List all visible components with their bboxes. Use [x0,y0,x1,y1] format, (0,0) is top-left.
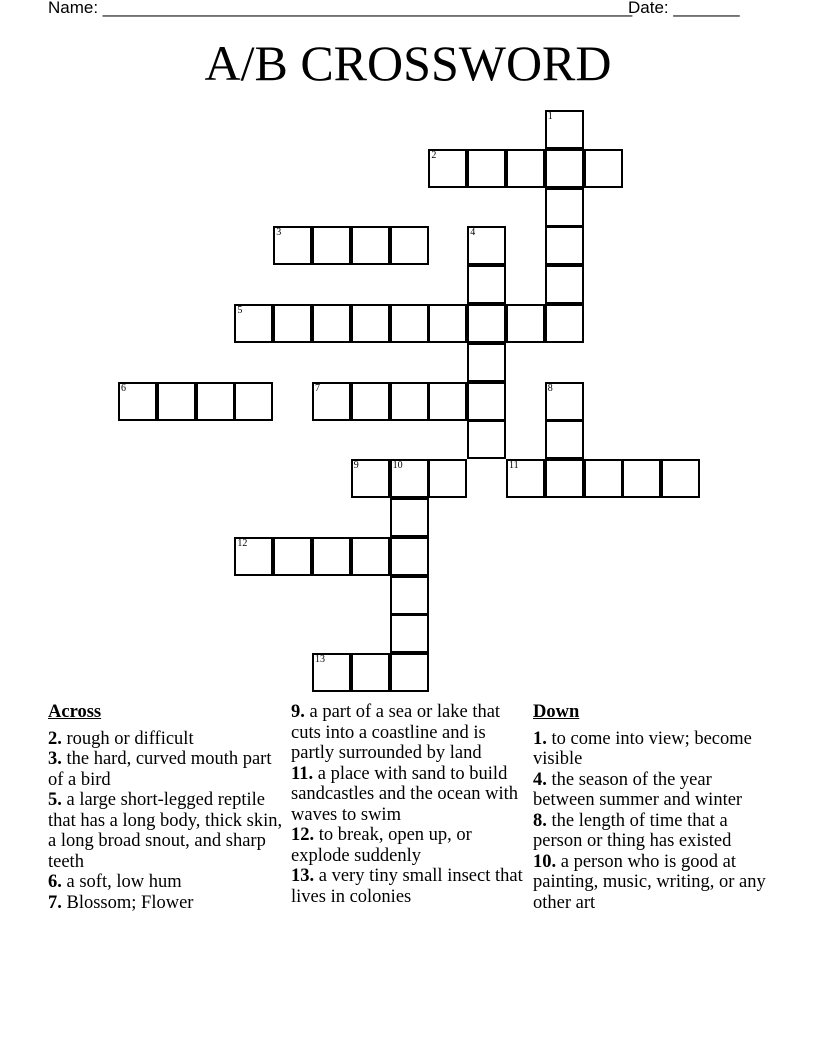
clue-across-13: 13. a very tiny small insect that lives in colonies [291,866,523,907]
grid-cell[interactable] [234,304,273,343]
clue-number: 6 [121,382,126,394]
grid-cell[interactable] [234,537,273,576]
clue-across-2: 2. rough or difficult [48,728,194,749]
grid-cell[interactable] [545,265,584,304]
grid-cell[interactable] [428,149,467,188]
clue-down-4: 4. the season of the year between summer and winter [533,769,743,810]
clue-across-11: 11. a place with sand to build sandcastles and the ocean with waves to swim [291,763,519,825]
grid-cell[interactable] [545,304,584,343]
clue-down-1: 1. to come into view; become visible [533,728,752,769]
across-clues-column [48,702,284,913]
grid-cell[interactable] [545,420,584,459]
clue-number: 9 [353,460,359,472]
grid-cell[interactable] [467,343,506,382]
grid-cell[interactable] [506,149,545,188]
grid-cell[interactable] [545,382,584,421]
grid-cell[interactable] [545,459,584,498]
grid-cell[interactable] [351,653,390,692]
grid-cell[interactable] [661,459,700,498]
grid-cell[interactable] [312,226,351,265]
down-clue-list [533,729,767,914]
grid-cell[interactable] [428,382,467,421]
grid-cell[interactable] [545,188,584,227]
grid-cell[interactable] [467,420,506,459]
clue-number: 4 [470,227,476,239]
grid-cell[interactable] [545,226,584,265]
grid-cell[interactable] [467,382,506,421]
grid-cell[interactable] [312,537,351,576]
grid-cell[interactable] [428,459,467,498]
grid-cell[interactable] [273,537,312,576]
grid-cell[interactable] [234,382,273,421]
grid-cell[interactable] [351,382,390,421]
grid-cell[interactable] [196,382,235,421]
clue-across-3: 3. the hard, curved mouth part of a bird [48,749,272,790]
clue-across-9: 9. a part of a sea or lake that cuts into a coastline and is partly surrounded by land [291,702,501,763]
clue-number: 11 [509,460,519,472]
clue-number: 13 [315,654,325,666]
grid-cell[interactable] [351,459,390,498]
across-clue-list [48,729,284,914]
grid-cell[interactable] [390,614,429,653]
grid-cell[interactable] [390,382,429,421]
clue-across-5: 5. a large short-legged reptile that has a long body, thick skin, a long broad snout, and sharp teeth [48,790,283,872]
grid-cell[interactable] [351,226,390,265]
grid-cell[interactable] [545,149,584,188]
clue-down-10: 10. a person who is good at painting, music, writing, or any other art [533,851,766,913]
clue-number: 8 [547,382,553,394]
grid-cell[interactable] [273,226,312,265]
clue-number: 2 [431,149,437,161]
date-field-label: Date: _______ [628,0,740,17]
clue-across-7: 7. Blossom; Flower [48,892,194,913]
clue-number: 3 [276,227,282,239]
grid-cell[interactable] [312,382,351,421]
grid-cell[interactable] [545,110,584,149]
grid-cell[interactable] [390,226,429,265]
grid-cell[interactable] [157,382,196,421]
across-clues-column-continued [291,702,527,907]
grid-cell[interactable] [118,382,157,421]
grid-cell[interactable] [390,459,429,498]
grid-cell[interactable] [622,459,661,498]
clue-number: 10 [392,460,403,472]
across-heading: Across [48,702,102,722]
name-field-label: Name: ________________________________________________________ [48,0,633,17]
clue-number: 1 [547,111,553,122]
grid-cell[interactable] [351,537,390,576]
grid-cell[interactable] [312,304,351,343]
clue-across-12: 12. to break, open up, or explode suddenly [291,825,472,866]
clue-number: 5 [237,305,243,316]
grid-cell[interactable] [428,304,467,343]
grid-cell[interactable] [351,304,390,343]
grid-cell[interactable] [273,304,312,343]
clue-down-8: 8. the length of time that a person or thing has existed [533,810,732,851]
clue-number: 7 [315,382,320,394]
clue-across-6: 6. a soft, low hum [48,872,182,892]
page-title: A/B CROSSWORD [204,35,612,91]
grid-cell[interactable] [584,149,623,188]
grid-cell[interactable] [390,498,429,537]
grid-cell[interactable] [506,304,545,343]
grid-cell[interactable] [506,459,545,498]
clue-number: 12 [237,537,248,549]
grid-cell[interactable] [467,149,506,188]
grid-cell[interactable] [390,304,429,343]
grid-cell[interactable] [390,653,429,692]
down-heading: Down [533,702,580,722]
grid-cell[interactable] [584,459,623,498]
down-clues-column [533,702,767,913]
grid-cell[interactable] [467,226,506,265]
grid-cell[interactable] [390,576,429,615]
grid-cell[interactable] [467,304,506,343]
grid-cell[interactable] [467,265,506,304]
grid-cell[interactable] [312,653,351,692]
grid-cell[interactable] [390,537,429,576]
